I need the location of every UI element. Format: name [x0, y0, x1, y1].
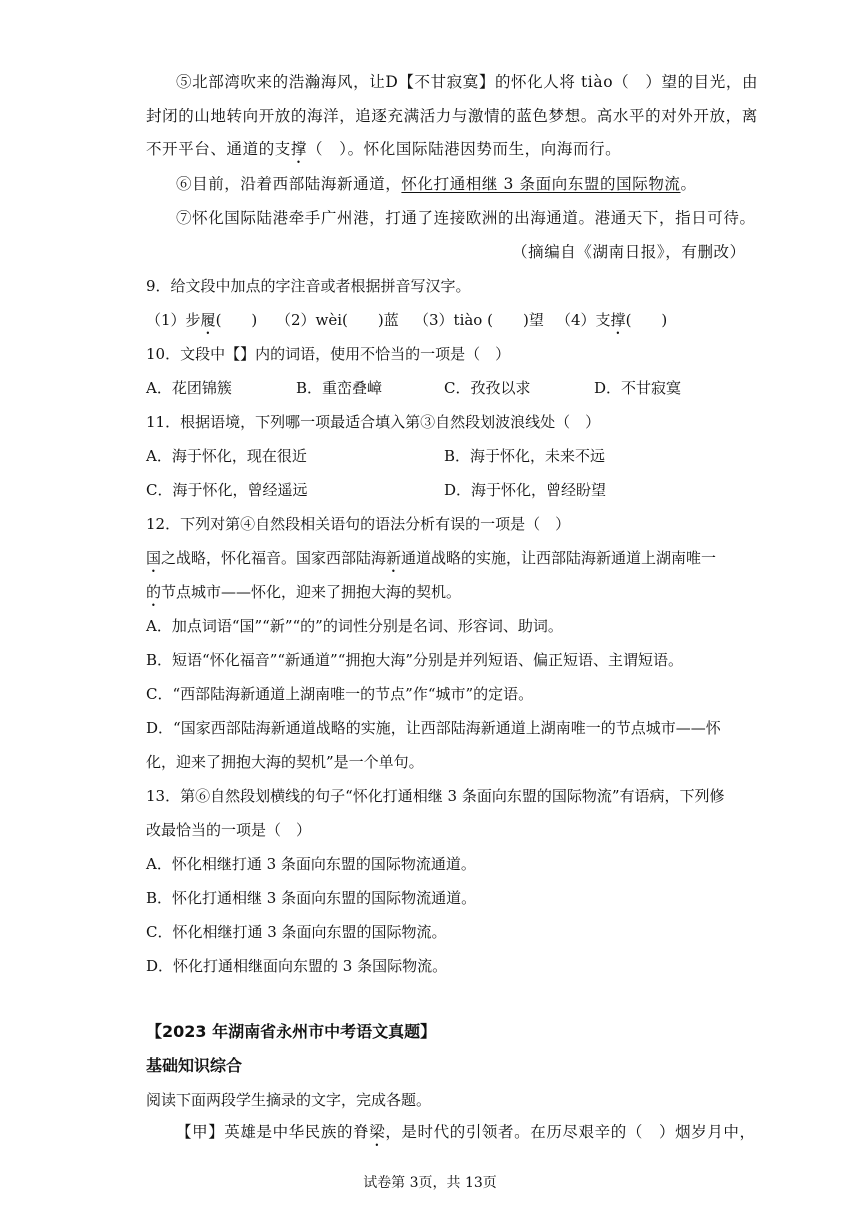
text-span: 之战略，怀化福音。国家西部陆海 [161, 549, 387, 567]
dotted-char: 新 [386, 549, 402, 567]
q13-option-b: B．怀化打通相继 3 条面向东盟的国际物流通道。 [146, 889, 477, 907]
q12-quote-line2 [146, 582, 461, 610]
text-span: ( ) [215, 311, 258, 329]
q13-option-d: D．怀化打通相继面向东盟的 3 条国际物流。 [146, 957, 448, 975]
text-span: D【不甘寂寞】 [385, 73, 495, 91]
text-span: （1）步 [146, 311, 201, 329]
text-span: （ ）。怀化国际陆港因势而生，向海而行。 [307, 140, 622, 158]
q10-option-a: A．花团锦簇 [146, 379, 232, 397]
q11-option-c: C．海于怀化，曾经遥远 [146, 481, 308, 499]
section-title: 【2023 年湖南省永州市中考语文真题】 [146, 1022, 437, 1041]
q9-item2: （2）wèi( )蓝 [276, 311, 399, 329]
q13-option-c: C．怀化相继打通 3 条面向东盟的国际物流。 [146, 923, 447, 941]
q10-option-d: D．不甘寂寞 [594, 379, 682, 397]
text-span: 。 [680, 175, 697, 193]
underlined-sentence: 怀化打通相继 3 条面向东盟的国际物流 [401, 175, 681, 193]
text-span: 不开平台、通道的支 [146, 140, 291, 158]
text-span: （4）支 [556, 311, 611, 329]
text-span: 的怀化人将 tiào（ ）望的目光，由 [494, 73, 759, 91]
q10-option-c: C．孜孜以求 [444, 379, 531, 397]
q12-option-c: C．“西部陆海新通道上湖南唯一的节点”作“城市”的定语。 [146, 685, 534, 703]
q13-stem-line2: 改最恰当的一项是（ ） [146, 821, 312, 839]
dotted-char: 撑 [290, 140, 308, 158]
q12-option-d-line2: 化，迎来了拥抱大海的契机”是一个单句。 [146, 753, 424, 771]
text-span: 节点城市——怀化，迎来了拥抱大海的契机。 [161, 583, 462, 601]
dotted-char: 梁 [369, 1123, 386, 1141]
q12-option-a: A．加点词语“国”“新”“的”的词性分别是名词、形容词、助词。 [146, 617, 563, 635]
passage-p5-line2: 封闭的山地转向开放的海洋，追逐充满活力与激情的蓝色梦想。高水平的对外开放，离 [146, 107, 758, 125]
dotted-char: 撑 [610, 311, 626, 329]
page-footer: 试卷第 3页，共 13页 [363, 1175, 497, 1191]
q10-stem: 10．文段中【】内的词语，使用不恰当的一项是（ ） [146, 345, 511, 363]
text-span: 通道战略的实施，让西部陆海新通道上湖南唯一 [401, 549, 717, 567]
q12-quote-line1 [146, 548, 716, 576]
dotted-char: 国 [146, 549, 162, 567]
text-span: ⑤北部湾吹来的浩瀚海风，让 [176, 73, 386, 91]
passage-p5-line3 [146, 139, 621, 167]
passage-p5-line1 [176, 72, 758, 92]
section-jia-line1 [176, 1122, 756, 1150]
q12-stem: 12．下列对第④自然段相关语句的语法分析有误的一项是（ ） [146, 515, 571, 533]
q13-stem-line1: 13．第⑥自然段划横线的句子“怀化打通相继 3 条面向东盟的国际物流”有语病，下列修 [146, 787, 725, 805]
q10-option-b: B．重峦叠嶂 [296, 379, 383, 397]
text-span: 【甲】英雄是中华民族的脊 [176, 1123, 370, 1141]
q9-item1 [146, 310, 257, 338]
section-instruction: 阅读下面两段学生摘录的文字，完成各题。 [146, 1091, 432, 1109]
q9-stem: 9．给文段中加点的字注音或者根据拼音写汉字。 [146, 277, 471, 295]
text-span: ，是时代的引领者。在历尽艰辛的（ ）烟岁月中， [385, 1123, 756, 1141]
q11-option-a: A．海于怀化，现在很近 [146, 447, 307, 465]
passage-p7: ⑦怀化国际陆港牵手广州港，打通了连接欧洲的出海通道。港通天下，指日可待。 [176, 209, 756, 227]
passage-source: （摘编自《湖南日报》，有删改） [512, 243, 746, 261]
text-span: ⑥目前，沿着西部陆海新通道， [176, 175, 402, 193]
q11-option-b: B．海于怀化，未来不远 [444, 447, 606, 465]
q9-item4 [556, 310, 667, 338]
passage-p6 [176, 174, 697, 194]
section-subtitle: 基础知识综合 [146, 1056, 243, 1075]
q12-option-d-line1: D．“国家西部陆海新通道战略的实施，让西部陆海新通道上湖南唯一的节点城市——怀 [146, 719, 721, 737]
q12-option-b: B．短语“怀化福音”“新通道”“拥抱大海”分别是并列短语、偏正短语、主谓短语。 [146, 651, 684, 669]
dotted-char: 的 [146, 583, 162, 601]
text-span: ( ) [625, 311, 668, 329]
q13-option-a: A．怀化相继打通 3 条面向东盟的国际物流通道。 [146, 855, 476, 873]
q11-option-d: D．海于怀化，曾经盼望 [444, 481, 607, 499]
q11-stem: 11．根据语境，下列哪一项最适合填入第③自然段划波浪线处（ ） [146, 413, 601, 431]
dotted-char: 履 [200, 311, 216, 329]
q9-item3: （3）tiào ( )望 [414, 311, 544, 329]
